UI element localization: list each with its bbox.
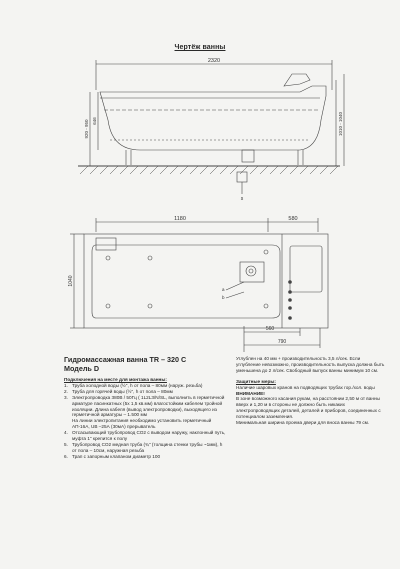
list-item: На линии электропитания необходимо установить герметичный АП-16А, UB –25А (30мА) прерыватель (72, 418, 212, 430)
attention-label: ВНИМАНИЕ! (236, 390, 265, 396)
list-item: 2. Труба для горячей воды (½", h от пола – 80мм (64, 388, 173, 394)
safety-heading: Защитные меры: (236, 378, 276, 384)
door-width-text: Минимальная ширина проема двери для вноса ванны 79 см. (236, 420, 370, 426)
drain-intro: Углублен на 40 мм + производительность 3,5 л/сек. Если углубление невозможно, производительность выпуска должна быть уменьшена до 2 л/сек. Свободный выпуск ванны минимум 10 см. (236, 356, 385, 373)
dim-790: 790 (277, 339, 287, 345)
dim-height-right: 1010 - 1040 (338, 111, 343, 137)
installation-notes (64, 356, 226, 460)
dim-height-left: 920 - 950 (84, 119, 89, 139)
safety-text: Наличие шаровых кранов на подводящих трубах гор./хол. воды (236, 384, 375, 390)
model-heading: Гидромассажная ванна TR – 320 C Модель D (64, 355, 187, 373)
label-a: a (222, 287, 225, 292)
attention-text: В зоне возможного касания рукам, на расстоянии 2,50 м от ванны вверх и 1,20 м в стороны не должно быть никаких электропроводящих деталей, деталей и приборов, соединенных с потенциалом заземления. (236, 396, 381, 420)
label-b: b (222, 295, 225, 300)
side-label-s: s (240, 196, 244, 202)
list-item: 6. Трап с запорным клапаном диаметр 100 (64, 453, 161, 459)
list-item: 1. Труба холодной воды (½", h от пола – 80мм (наруж. резьба) (64, 382, 203, 388)
drawing-title: Чертёж ванны (174, 44, 226, 51)
plan-view (70, 218, 328, 352)
list-item: 5. Трубопровод СО2 медная труба (¾" (толщина стенки трубы ~1мм), h от пола – 10см, наружная резьба (64, 441, 223, 453)
dim-height-inner: 646 (92, 117, 97, 125)
side-view (78, 60, 344, 194)
dim-580: 580 (288, 216, 298, 222)
dim-total: 2320 (207, 58, 221, 64)
dim-560: 560 (265, 326, 275, 332)
list-item: 4. Отсасывающий трубопровод СО2 с выводом наружу, наклонный путь, муфта 1" крепится к полу (64, 430, 226, 442)
dim-1180: 1180 (174, 216, 186, 222)
connections-list (64, 383, 226, 460)
connections-heading: Подключения на месте для монтажа ванны: (64, 377, 167, 382)
dim-1040: 1040 (68, 275, 74, 287)
list-item: 3. Электропроводка 380В / 50Гц ( 1L2L3/N/SL, выполнить в герметичной арматуре пасинкатных (5х 1,5 кв.мм) влагостойким кабелем тройной изоляции. Длина кабеля (вывод электропроводки), выходящего из герметичной арматуры – 1.500 мм (64, 394, 225, 418)
safety-notes (236, 356, 386, 426)
